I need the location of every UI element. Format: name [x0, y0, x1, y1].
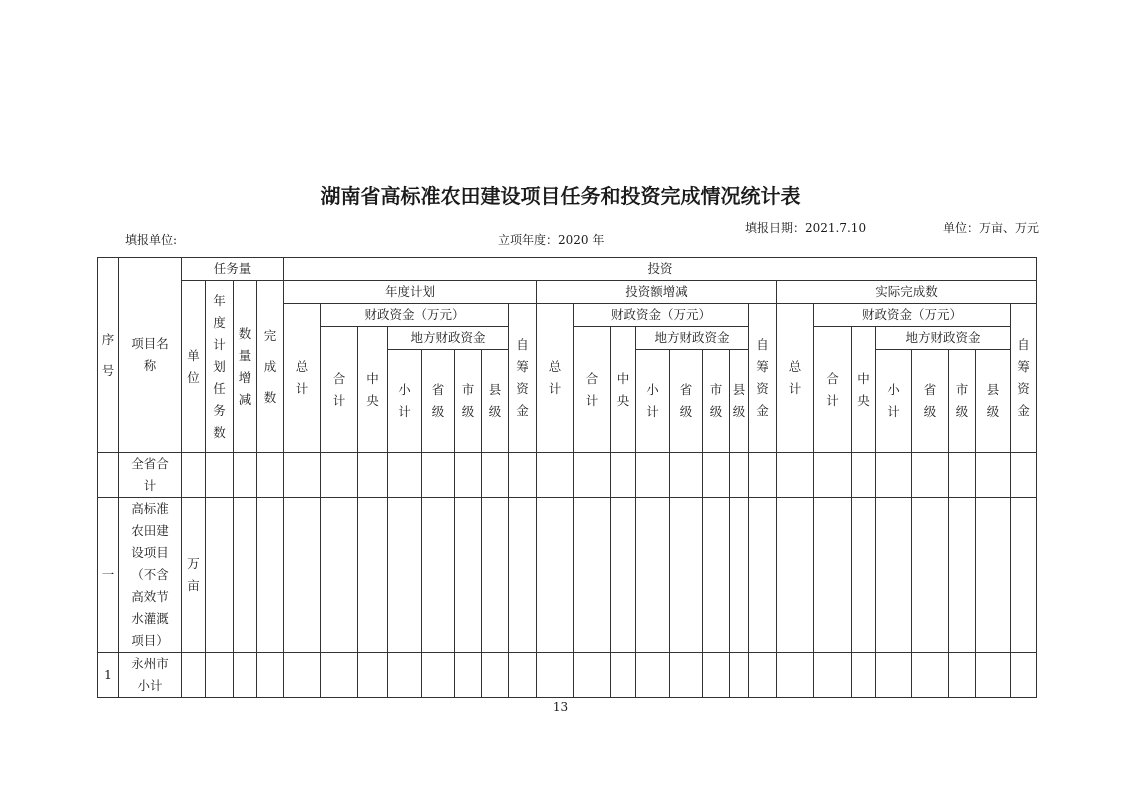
- row-name: 高标准农田建设项目（不含高效节水灌溉项目）: [119, 498, 182, 653]
- row-seq: 1: [98, 653, 119, 698]
- header-task-plan: 年度计划任务数: [206, 281, 234, 453]
- header-investment-change: 投资额增减: [537, 281, 777, 304]
- statistics-table: [97, 257, 1037, 698]
- header-self-funded: 自筹资金: [1011, 304, 1037, 453]
- table-row: [98, 498, 1037, 653]
- report-date: 填报日期：2021.7.10: [745, 221, 867, 235]
- header-county: 县级: [730, 350, 749, 453]
- header-self-funded: 自筹资金: [509, 304, 537, 453]
- page-number: 13: [552, 700, 569, 714]
- row-name: 全省合计: [119, 453, 182, 498]
- header-subtotal: 小计: [388, 350, 422, 453]
- table-row: [98, 453, 1037, 498]
- header-total: 总计: [777, 304, 814, 453]
- header-fiscal-funds: 财政资金（万元）: [321, 304, 509, 327]
- header-annual-plan: 年度计划: [284, 281, 537, 304]
- header-investment: 投资: [284, 258, 1037, 281]
- header-local-fiscal: 地方财政资金: [876, 327, 1011, 350]
- header-actual-completed: 实际完成数: [777, 281, 1037, 304]
- row-seq: [98, 453, 119, 498]
- page-title: 湖南省高标准农田建设项目任务和投资完成情况统计表: [320, 184, 801, 208]
- header-city: 市级: [703, 350, 730, 453]
- project-year: 立项年度：2020 年: [498, 233, 605, 247]
- header-local-fiscal: 地方财政资金: [388, 327, 509, 350]
- header-local-fiscal: 地方财政资金: [636, 327, 749, 350]
- header-central: 中央: [358, 327, 388, 453]
- header-combined: 合计: [574, 327, 611, 453]
- header-total: 总计: [284, 304, 321, 453]
- header-provincial: 省级: [912, 350, 949, 453]
- header-task-unit: 单位: [182, 281, 206, 453]
- header-fiscal-funds: 财政资金（万元）: [814, 304, 1011, 327]
- header-task-completed: 完成数: [257, 281, 284, 453]
- reporting-unit: 填报单位:: [125, 233, 178, 247]
- header-self-funded: 自筹资金: [749, 304, 777, 453]
- header-combined: 合计: [321, 327, 358, 453]
- header-central: 中央: [611, 327, 636, 453]
- header-county: 县级: [976, 350, 1011, 453]
- header-seq: 序号: [98, 258, 119, 453]
- header-central: 中央: [852, 327, 876, 453]
- unit-label: 单位：万亩、万元: [943, 221, 1040, 235]
- header-city: 市级: [949, 350, 976, 453]
- header-provincial: 省级: [422, 350, 455, 453]
- header-task-group: 任务量: [182, 258, 284, 281]
- header-city: 市级: [455, 350, 482, 453]
- row-unit: [182, 653, 206, 698]
- row-unit: [182, 453, 206, 498]
- header-provincial: 省级: [670, 350, 703, 453]
- row-unit: 万亩: [182, 498, 206, 653]
- header-subtotal: 小计: [876, 350, 912, 453]
- header-task-increase: 数量增减: [234, 281, 257, 453]
- row-seq: 一: [98, 498, 119, 653]
- header-total: 总计: [537, 304, 574, 453]
- table-row: [98, 653, 1037, 698]
- header-county: 县级: [482, 350, 509, 453]
- header-subtotal: 小计: [636, 350, 670, 453]
- header-fiscal-funds: 财政资金（万元）: [574, 304, 749, 327]
- row-name: 永州市小计: [119, 653, 182, 698]
- header-project-name: 项目名称: [119, 258, 182, 453]
- header-combined: 合计: [814, 327, 852, 453]
